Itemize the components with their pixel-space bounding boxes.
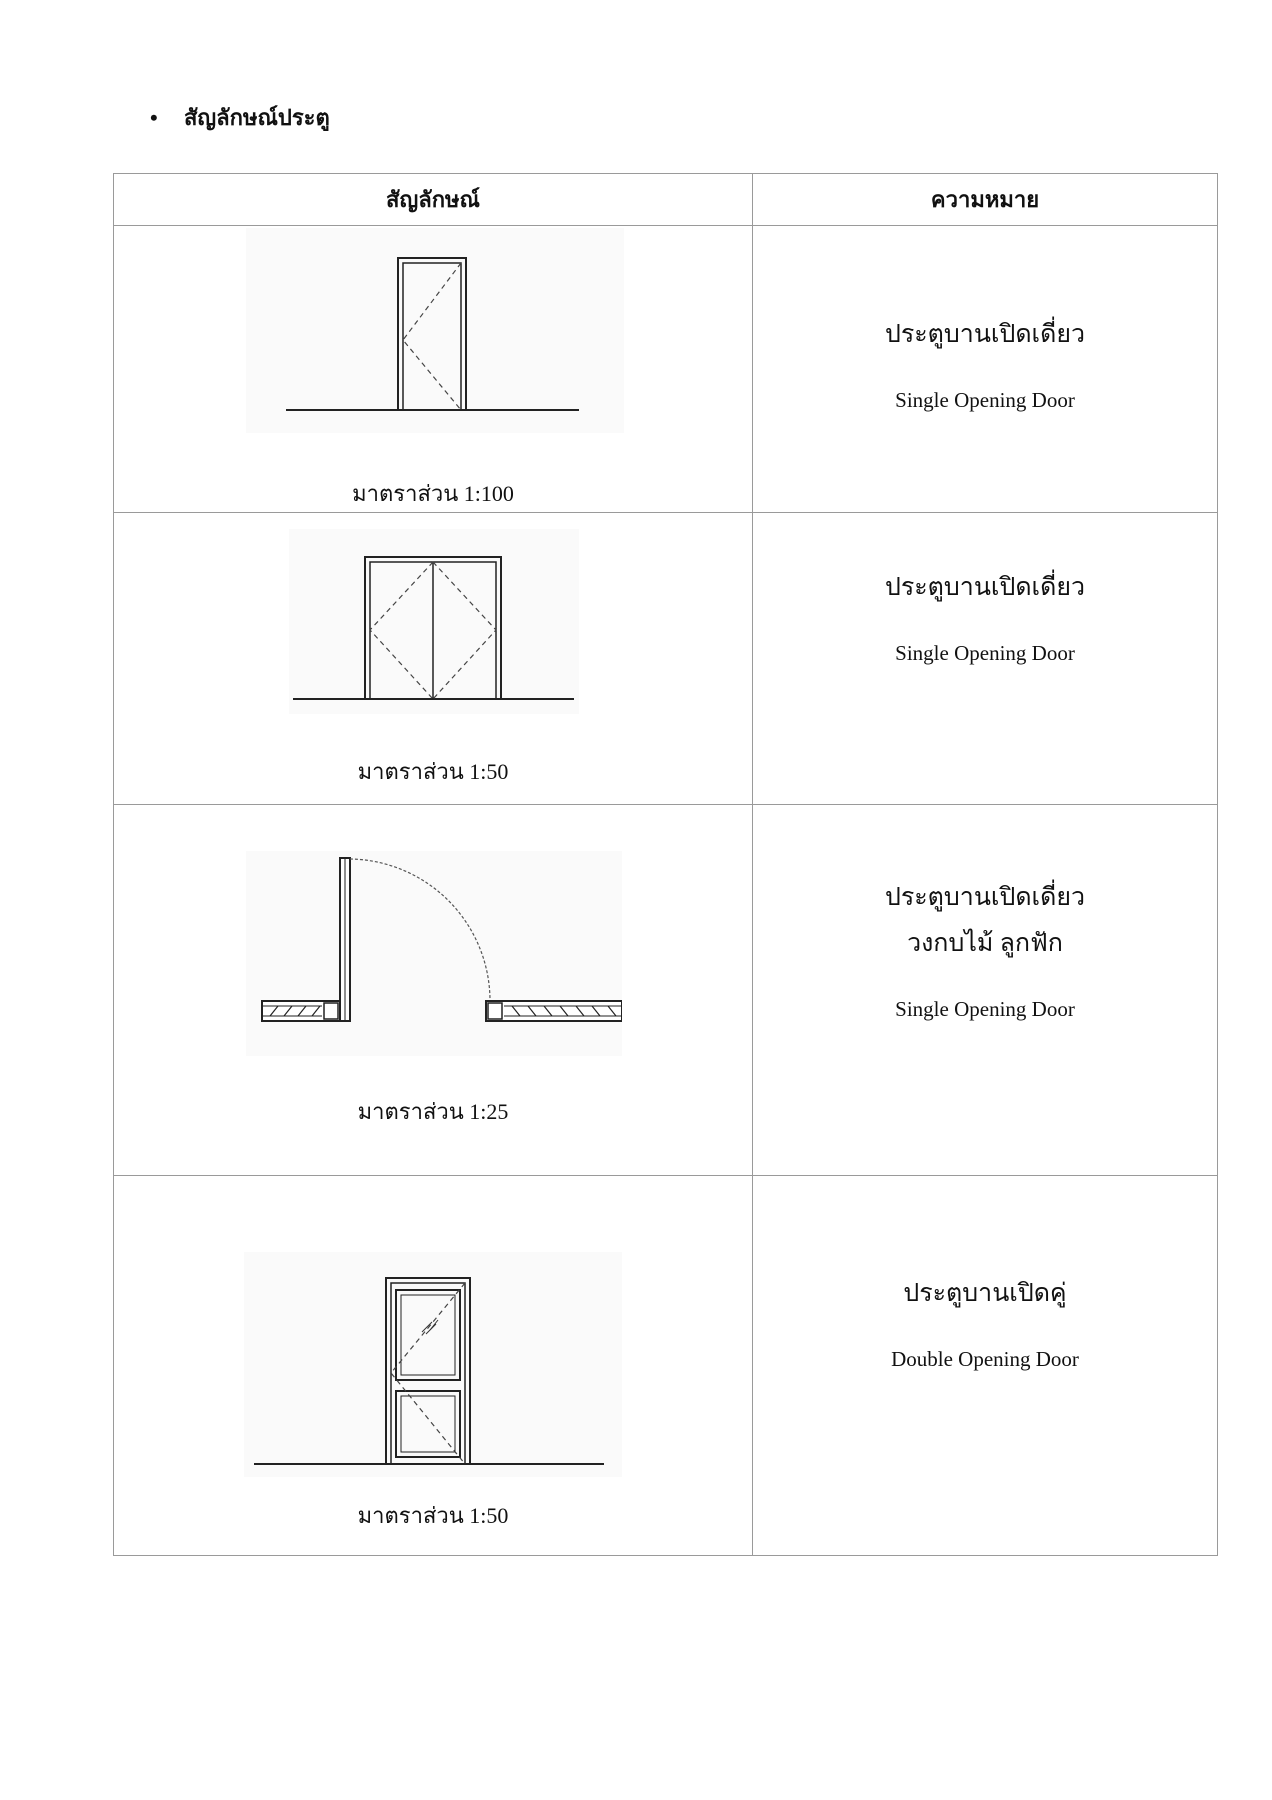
meaning-cell [753,513,1218,805]
meaning-thai: ประตูบานเปิดคู่ [903,1280,1067,1307]
symbol-cell [114,513,753,805]
symbol-cell [114,805,753,1176]
meaning-english: Single Opening Door [895,641,1075,665]
scale-label: มาตราส่วน 1:50 [357,1503,509,1528]
scale-label: มาตราส่วน 1:25 [357,1099,509,1124]
table-header-row [114,174,1218,226]
meaning-cell [753,1176,1218,1556]
symbol-cell [114,1176,753,1556]
panel-door-elevation-icon [244,1252,622,1477]
meaning-thai-line2: วงกบไม้ ลูกฟัก [907,930,1063,957]
meaning-thai: ประตูบานเปิดเดี่ยว [884,884,1086,911]
single-door-elevation-icon [246,228,624,433]
header-meaning: ความหมาย [753,174,1218,226]
table-row [114,226,1218,513]
double-leaf-door-elevation-icon [289,529,579,714]
bullet: • [150,105,158,130]
door-swing-plan-icon [246,851,622,1056]
meaning-cell [753,226,1218,513]
meaning-thai: ประตูบานเปิดเดี่ยว [884,574,1086,601]
section-title: สัญลักษณ์ประตู [184,105,330,130]
meaning-english: Double Opening Door [891,1347,1079,1371]
meaning-english: Single Opening Door [895,997,1075,1021]
header-symbol: สัญลักษณ์ [114,174,753,226]
section-heading [150,100,330,135]
symbol-cell [114,226,753,513]
meaning-english: Single Opening Door [895,388,1075,412]
table-row [114,805,1218,1176]
door-symbols-table [113,173,1218,1556]
scale-label: มาตราส่วน 1:50 [357,759,509,784]
scale-label: มาตราส่วน 1:100 [352,481,514,506]
meaning-cell [753,805,1218,1176]
meaning-thai: ประตูบานเปิดเดี่ยว [884,321,1086,348]
table-row [114,1176,1218,1556]
table-row [114,513,1218,805]
